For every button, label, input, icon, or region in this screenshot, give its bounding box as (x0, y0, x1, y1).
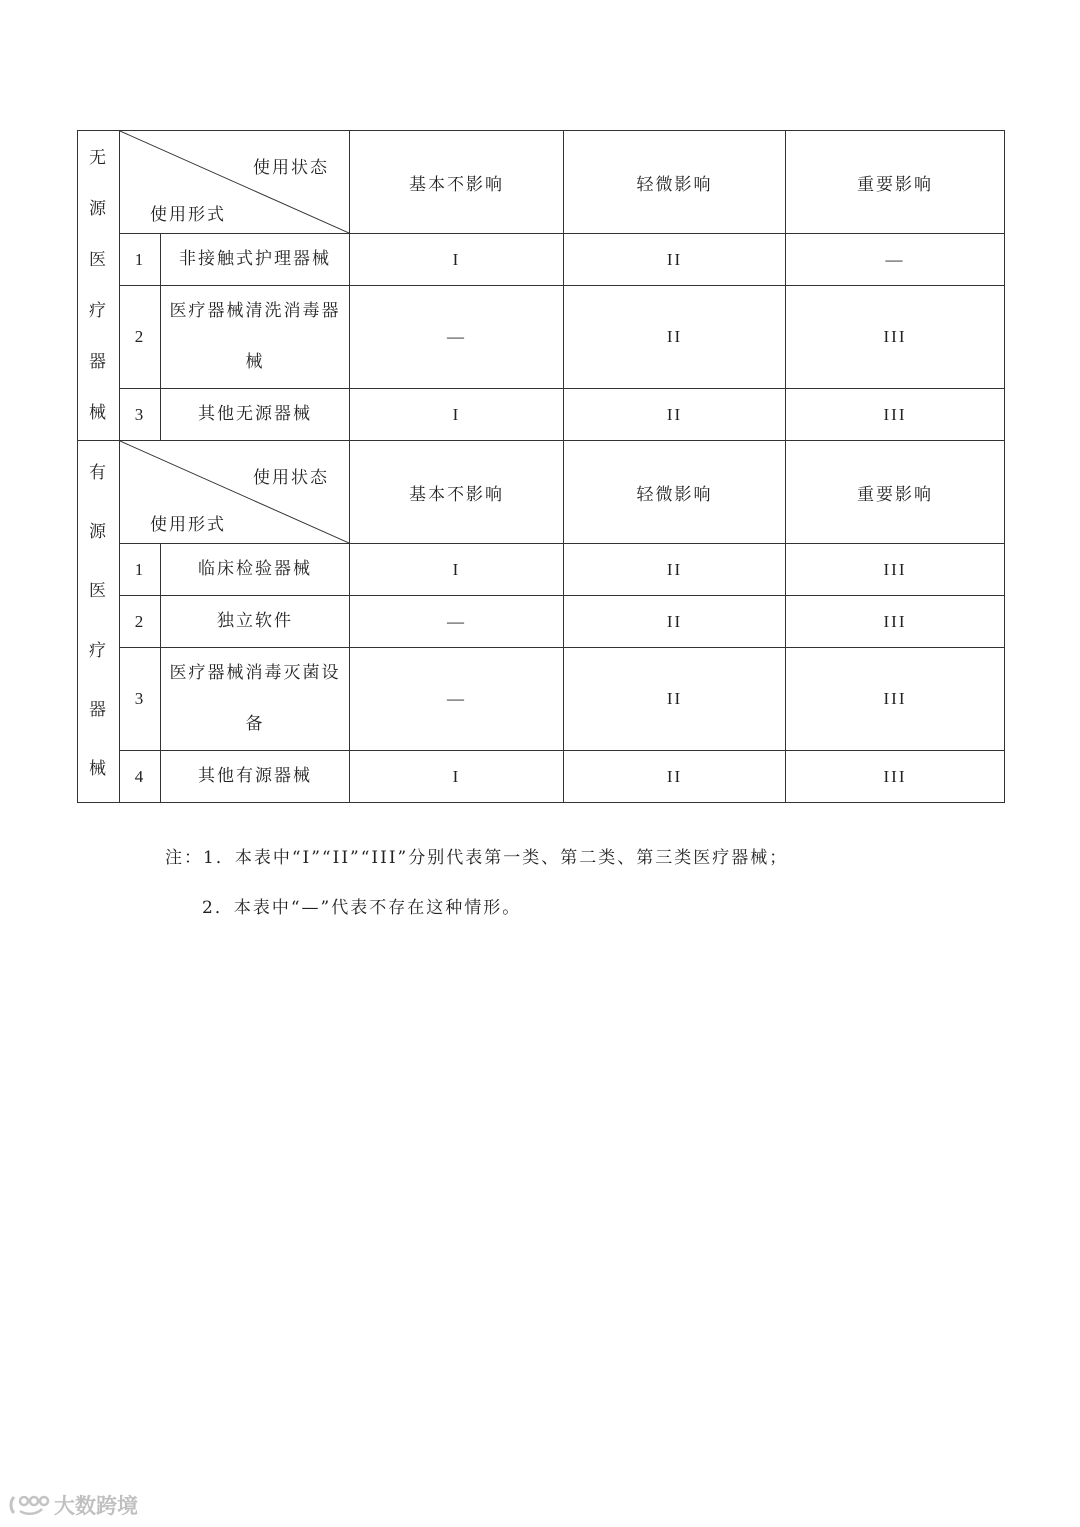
class-cell: III (786, 544, 1005, 596)
class-cell: I (350, 751, 564, 803)
class-cell: — (350, 286, 564, 389)
class-cell: II (564, 544, 786, 596)
row-number: 2 (120, 286, 161, 389)
table-row (78, 648, 1005, 751)
class-cell: I (350, 544, 564, 596)
class-cell: II (564, 596, 786, 648)
class-cell: — (350, 648, 564, 751)
class-cell: III (786, 389, 1005, 441)
diagonal-header-cell (120, 441, 350, 544)
group-label-passive: 无 源 医 疗 器 械 (78, 131, 120, 441)
class-cell: I (350, 389, 564, 441)
class-cell: — (350, 596, 564, 648)
row-number: 2 (120, 596, 161, 648)
row-name: 医疗器械清洗消毒器械 (161, 286, 350, 389)
class-cell: II (564, 751, 786, 803)
table-row (78, 389, 1005, 441)
class-cell: I (350, 234, 564, 286)
device-classification-table (77, 130, 1005, 803)
row-name: 医疗器械消毒灭菌设备 (161, 648, 350, 751)
table-row (78, 751, 1005, 803)
table-row (78, 596, 1005, 648)
row-name: 非接触式护理器械 (161, 234, 350, 286)
note-line-1: 注：1．本表中“I”“II”“III”分别代表第一类、第二类、第三类医疗器械； (165, 848, 789, 868)
usage-state-label: 使用状态 (253, 158, 329, 178)
class-cell: III (786, 596, 1005, 648)
table-row (78, 544, 1005, 596)
class-cell: II (564, 389, 786, 441)
table-row (78, 234, 1005, 286)
watermark-text: 大数跨境 (54, 1494, 138, 1518)
table-header-row (78, 131, 1005, 234)
row-name: 独立软件 (161, 596, 350, 648)
row-name: 其他无源器械 (161, 389, 350, 441)
row-name: 其他有源器械 (161, 751, 350, 803)
table-notes (165, 845, 789, 918)
usage-form-label: 使用形式 (150, 515, 226, 535)
class-cell: III (786, 286, 1005, 389)
column-header: 重要影响 (786, 131, 1005, 234)
class-cell: II (564, 234, 786, 286)
column-header: 基本不影响 (350, 441, 564, 544)
row-name: 临床检验器械 (161, 544, 350, 596)
usage-form-label: 使用形式 (150, 205, 226, 225)
column-header: 轻微影响 (564, 131, 786, 234)
column-header: 轻微影响 (564, 441, 786, 544)
usage-state-label: 使用状态 (253, 468, 329, 488)
class-cell: II (564, 286, 786, 389)
class-cell: II (564, 648, 786, 751)
note-line-2: 2．本表中“—”代表不存在这种情形。 (202, 898, 522, 918)
column-header: 基本不影响 (350, 131, 564, 234)
class-cell: III (786, 751, 1005, 803)
class-cell: III (786, 648, 1005, 751)
column-header: 重要影响 (786, 441, 1005, 544)
table-row (78, 286, 1005, 389)
diagonal-header-cell (120, 131, 350, 234)
group-label-active: 有 源 医 疗 器 械 (78, 441, 120, 803)
row-number: 3 (120, 648, 161, 751)
row-number: 1 (120, 544, 161, 596)
row-number: 4 (120, 751, 161, 803)
class-cell: — (786, 234, 1005, 286)
watermark (8, 1490, 138, 1520)
row-number: 3 (120, 389, 161, 441)
table-header-row (78, 441, 1005, 544)
row-number: 1 (120, 234, 161, 286)
watermark-logo-icon (8, 1493, 50, 1517)
